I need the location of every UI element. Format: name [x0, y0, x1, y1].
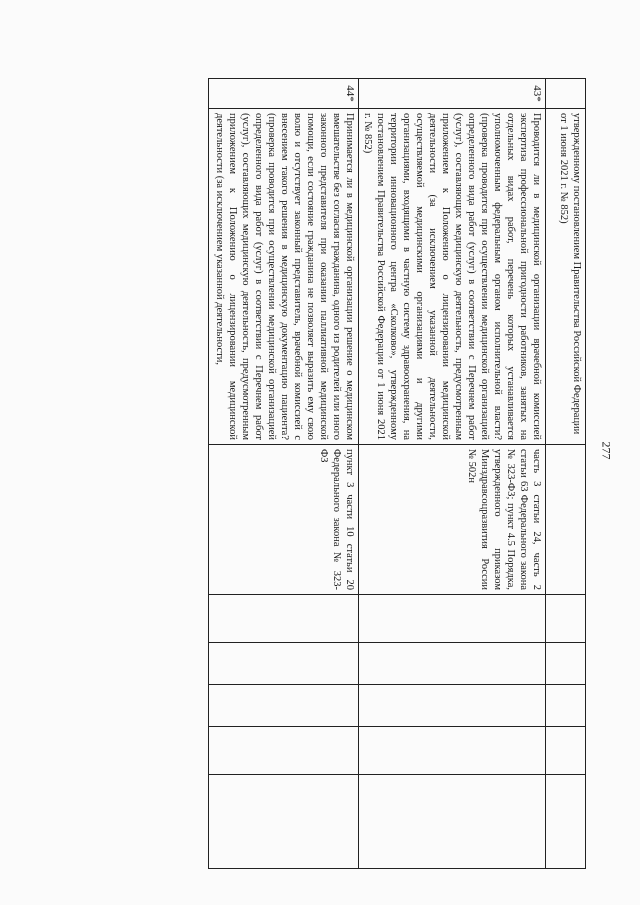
- answer-cell-na: [359, 685, 546, 727]
- answer-cell-na: [209, 685, 359, 727]
- table-row: [359, 79, 546, 869]
- table-row: [209, 79, 359, 869]
- answer-cell-no: [546, 643, 586, 685]
- legal-reference: часть 3 статьи 24, часть 2 статьи 63 Федерального закона № 323-ФЗ; пункт 4.5 Порядка, утвержденного приказом Минздравсоцразвития России № 502н: [359, 445, 546, 595]
- row-number: 43*: [359, 79, 546, 109]
- row-number: [546, 79, 586, 109]
- answer-cell-extra: [209, 727, 359, 775]
- answer-cell-no: [359, 643, 546, 685]
- rotated-table-container: [58, 78, 586, 868]
- legal-reference: [546, 445, 586, 595]
- note-cell: [209, 775, 359, 869]
- requirement-text: Принимается ли в медицинской организации решение о медицинском вмешательстве без согласия гражданина, одного из родителей или иного законного представителя при оказании паллиативной медицинской помощи, если состояние гражданина не позволяет выразить ему свою волю и отсутствует законный представитель, врачебной комиссией с внесением такого решения в медицинскую документацию пациента? (проверка проводится при осуществлении медицинской организацией определенного вида работ (услуг) в соответствии с Перечнем работ (услуг), составляющих медицинскую деятельность, предусмотренным приложением к Положению о лицензировании медицинской деятельности (за исключением указанной деятельности,: [209, 109, 359, 445]
- answer-cell-yes: [359, 595, 546, 643]
- requirements-table: [208, 78, 586, 869]
- requirement-text: Проводится ли в медицинской организации врачебной комиссией экспертиза профессиональной пригодности работников, занятых на отдельных видах работ, перечень которых устанавливается уполномоченным федеральным органом исполнительной власти? (проверка проводится при осуществлении медицинской организацией определенного вида работ (услуг) в соответствии с Перечнем работ (услуг), составляющих медицинскую деятельность, предусмотренным приложением к Положению о лицензировании медицинской деятельности (за исключением указанной деятельности, осуществляемой медицинскими организациями и другими организациями, входящими в частную систему здравоохранения, на территории инновационного центра «Сколково», утвержденному постановлением Правительства Российской Федерации от 1 июня 2021 г. № 852): [359, 109, 546, 445]
- legal-reference: пункт 3 части 10 статьи 20 Федерального закона № 323-ФЗ: [209, 445, 359, 595]
- note-cell: [359, 775, 546, 869]
- answer-cell-na: [546, 685, 586, 727]
- answer-cell-yes: [209, 595, 359, 643]
- answer-cell-no: [209, 643, 359, 685]
- answer-cell-yes: [546, 595, 586, 643]
- note-cell: [546, 775, 586, 869]
- requirement-text: утвержденному постановлением Правительства Российской Федерации от 1 июня 2021 г. № 852): [546, 109, 586, 445]
- table-row: [546, 79, 586, 869]
- row-number: 44*: [209, 79, 359, 109]
- page-number: 277: [599, 441, 614, 460]
- answer-cell-extra: [546, 727, 586, 775]
- answer-cell-extra: [359, 727, 546, 775]
